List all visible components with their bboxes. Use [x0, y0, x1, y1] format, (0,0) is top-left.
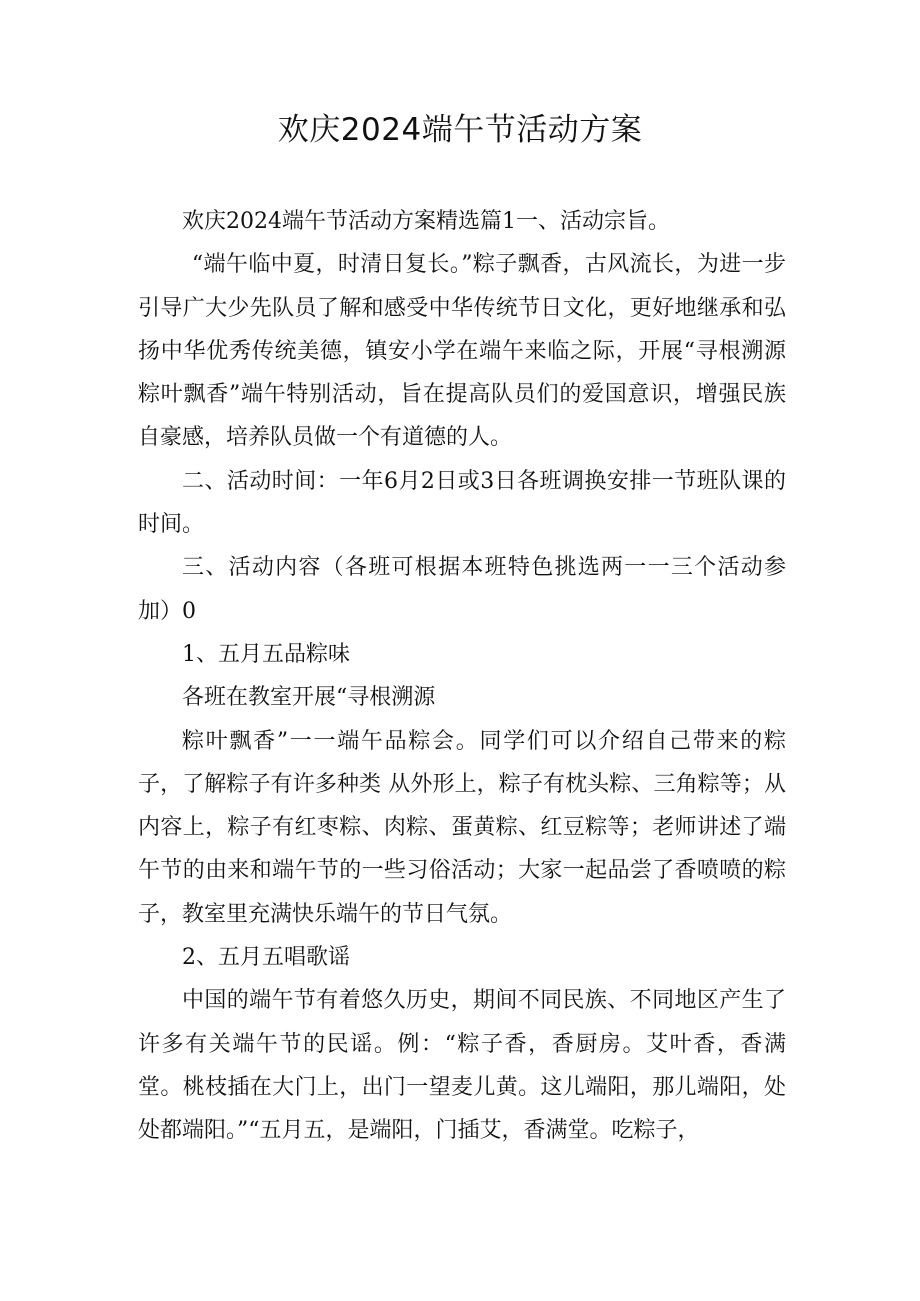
paragraph-item-2-heading: 2、五月五唱歌谣 [182, 945, 350, 971]
paragraph-time: 二、活动时间：一年6月2日或3日各班调换安排一节班队课的时间。 [138, 468, 786, 538]
paragraph-item-2-body: 中国的端午节有着悠久历史，期间不同民族、不同地区产生了许多有关端午节的民谣。例：“粽子香，香厨房。艾叶香，香满堂。桃枝插在大门上，出门一望麦儿黄。这儿端阳，那儿端阳，处处都端阳。”“五月五，是端阳，门插艾，香满堂。吃粽子， [138, 988, 786, 1144]
paragraph-intro: 欢庆2024端午节活动方案精选篇1一、活动宗旨。 [182, 209, 670, 234]
paragraph-item-1-heading: 1、五月五品粽味 [182, 641, 350, 667]
paragraph-item-1-body: 粽叶飘香”一一端午品粽会。同学们可以介绍自己带来的粽子，了解粽子有许多种类 从外形上，粽子有枕头粽、三角粽等；从内容上，粽子有红枣粽、肉粽、蛋黄粽、红豆粽等；老师讲述了端午节的由来和端午节的一些习俗活动；大家一起品尝了香喷喷的粽子，教室里充满快乐端午的节日气氛。 [138, 728, 786, 927]
paragraph-item-1-lead: 各班在教室开展“寻根溯源 [182, 685, 436, 711]
document-title: 欢庆2024端午节活动方案 [277, 112, 643, 148]
paragraph-purpose: “端午临中夏，时清日复长。”粽子飘香，古风流长，为进一步引导广大少先队员了解和感受中华传统节日文化，更好地继承和弘扬中华优秀传统美德，镇安小学在端午来临之际，开展“寻根溯源粽叶飘香”端午特别活动，旨在提高队员们的爱国意识，增强民族自豪感，培养队员做一个有道德的人。 [138, 252, 786, 451]
paragraph-content: 三、活动内容（各班可根据本班特色挑选两一一三个活动参加）0 [138, 555, 786, 624]
document-body [138, 200, 786, 1153]
